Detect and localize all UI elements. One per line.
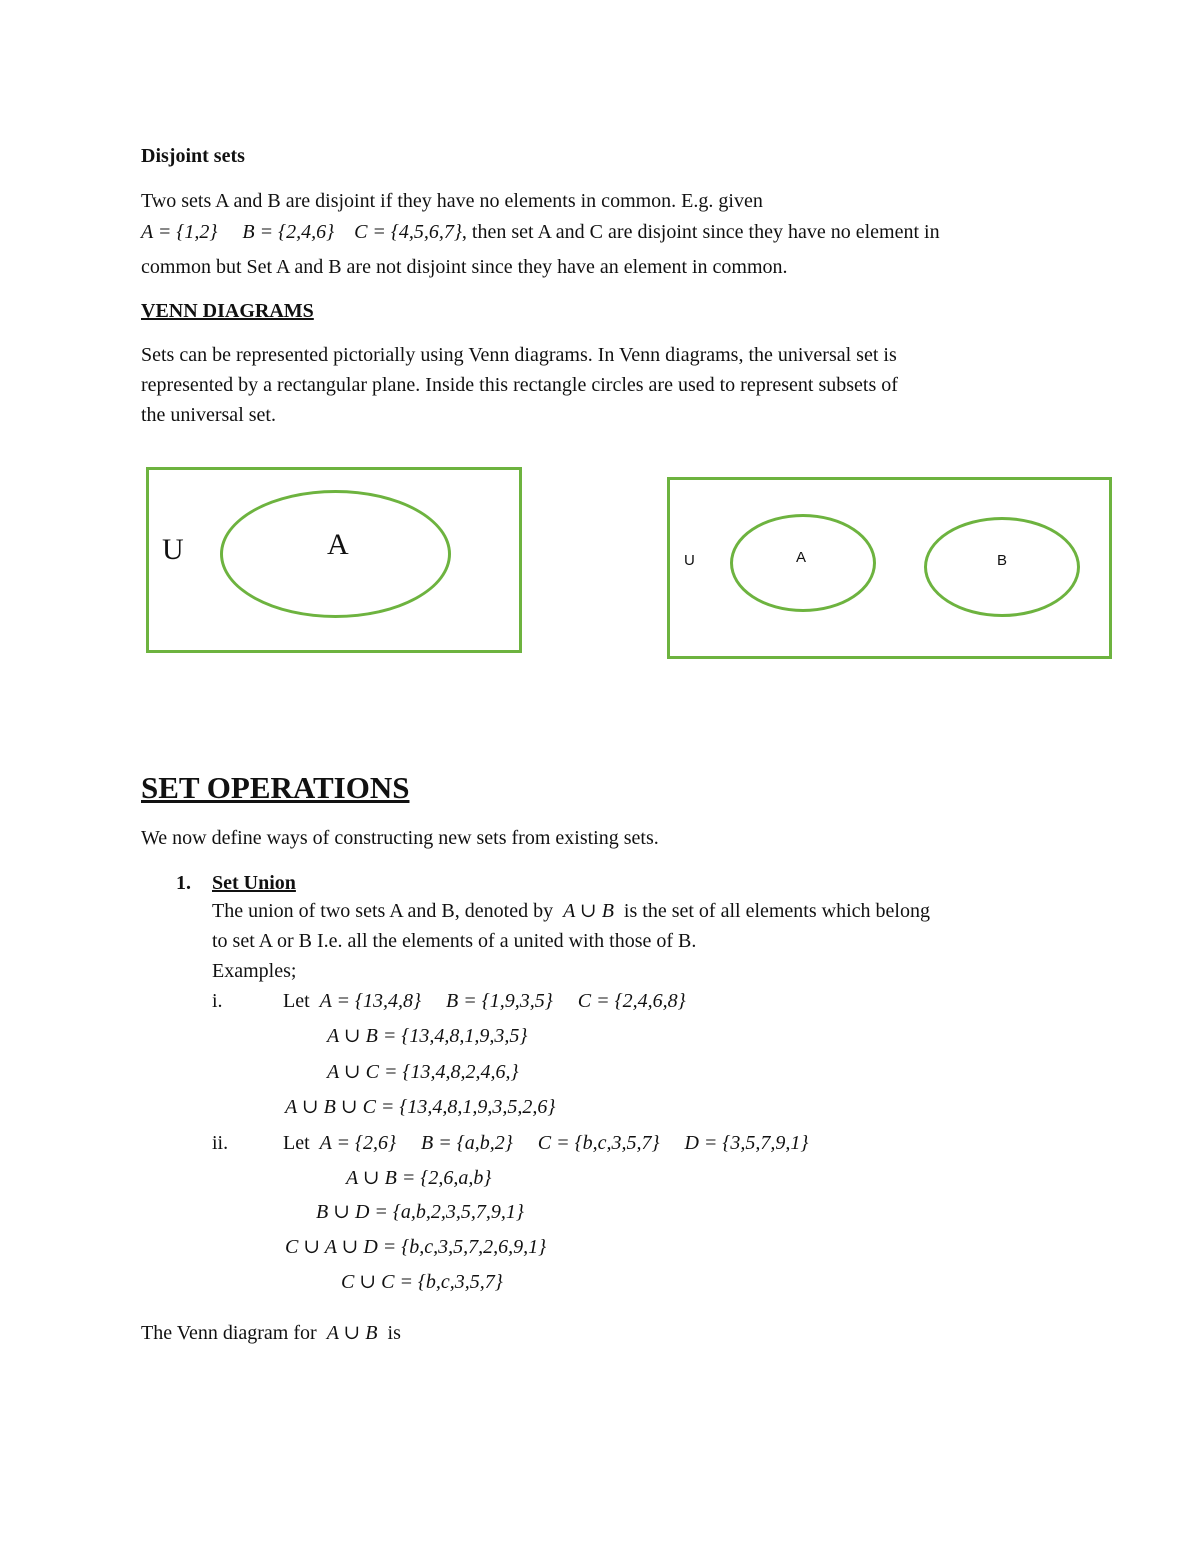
venn-para-line3: the universal set. [141,404,276,426]
example-2-result-4: C ∪ C = {b,c,3,5,7} [341,1271,503,1293]
disjoint-line2 [141,221,940,243]
let-text: Let [283,1132,310,1154]
example-1-defs [283,990,686,1012]
example-2-result-2: B ∪ D = {a,b,2,3,5,7,9,1} [316,1201,524,1223]
def-a: A = {13,4,8} [319,990,422,1012]
universe-label: U [684,552,695,569]
closing-line [141,1322,401,1344]
def-d: D = {3,5,7,9,1} [684,1132,809,1154]
venn-para-line2: represented by a rectangular plane. Inside this rectangle circles are used to represent subsets of [141,374,898,396]
def-b: B = {1,9,3,5} [446,990,553,1012]
example-1-result-1: A ∪ B = {13,4,8,1,9,3,5} [327,1025,528,1047]
setops-intro: We now define ways of constructing new sets from existing sets. [141,827,659,849]
universe-label: U [162,533,184,566]
example-2-result-3: C ∪ A ∪ D = {b,c,3,5,7,2,6,9,1} [285,1236,547,1258]
disjoint-line1: Two sets A and B are disjoint if they have no elements in common. E.g. given [141,190,763,212]
example-1-number: i. [212,990,223,1012]
set-b-label: B [997,552,1008,569]
closing-text-a: The Venn diagram for [141,1322,317,1344]
example-2-defs [283,1132,808,1154]
venn-heading: VENN DIAGRAMS [141,300,314,322]
item-title: Set Union [212,872,296,894]
def-text-a: The union of two sets A and B, denoted by [212,900,554,922]
union-definition-line2: to set A or B I.e. all the elements of a united with those of B. [212,930,697,952]
example-1-result-3: A ∪ B ∪ C = {13,4,8,1,9,3,5,2,6} [285,1096,556,1118]
example-2-result-1: A ∪ B = {2,6,a,b} [346,1167,492,1189]
venn-diagram-disjoint [667,477,1112,659]
item-number: 1. [176,872,191,894]
setops-heading: SET OPERATIONS [141,770,410,805]
def-expr: A ∪ B [563,900,614,922]
venn-diagram-single [146,467,522,653]
disjoint-line2-tail: , then set A and C are disjoint since they have no element in [461,221,940,243]
let-text: Let [283,990,310,1012]
set-a-label: A [327,528,349,561]
closing-expr: A ∪ B [326,1322,378,1344]
def-c: C = {b,c,3,5,7} [537,1132,660,1154]
venn-para-line1: Sets can be represented pictorially using Venn diagrams. In Venn diagrams, the universal set is [141,344,897,366]
def-b: B = {a,b,2} [421,1132,513,1154]
example-2-number: ii. [212,1132,229,1154]
set-b-def: B = {2,4,6} [242,221,335,243]
set-a-def: A = {1,2} [141,221,218,243]
def-c: C = {2,4,6,8} [577,990,686,1012]
disjoint-line3: common but Set A and B are not disjoint since they have an element in common. [141,256,788,278]
examples-label: Examples; [212,960,297,982]
def-a: A = {2,6} [319,1132,397,1154]
set-c-def: C = {4,5,6,7} [354,221,462,243]
closing-text-b: is [387,1322,401,1344]
disjoint-heading: Disjoint sets [141,145,245,167]
def-text-b: is the set of all elements which belong [623,900,930,922]
union-definition-line1 [212,900,930,922]
example-1-result-2: A ∪ C = {13,4,8,2,4,6,} [327,1061,519,1083]
set-a-label: A [796,549,807,566]
